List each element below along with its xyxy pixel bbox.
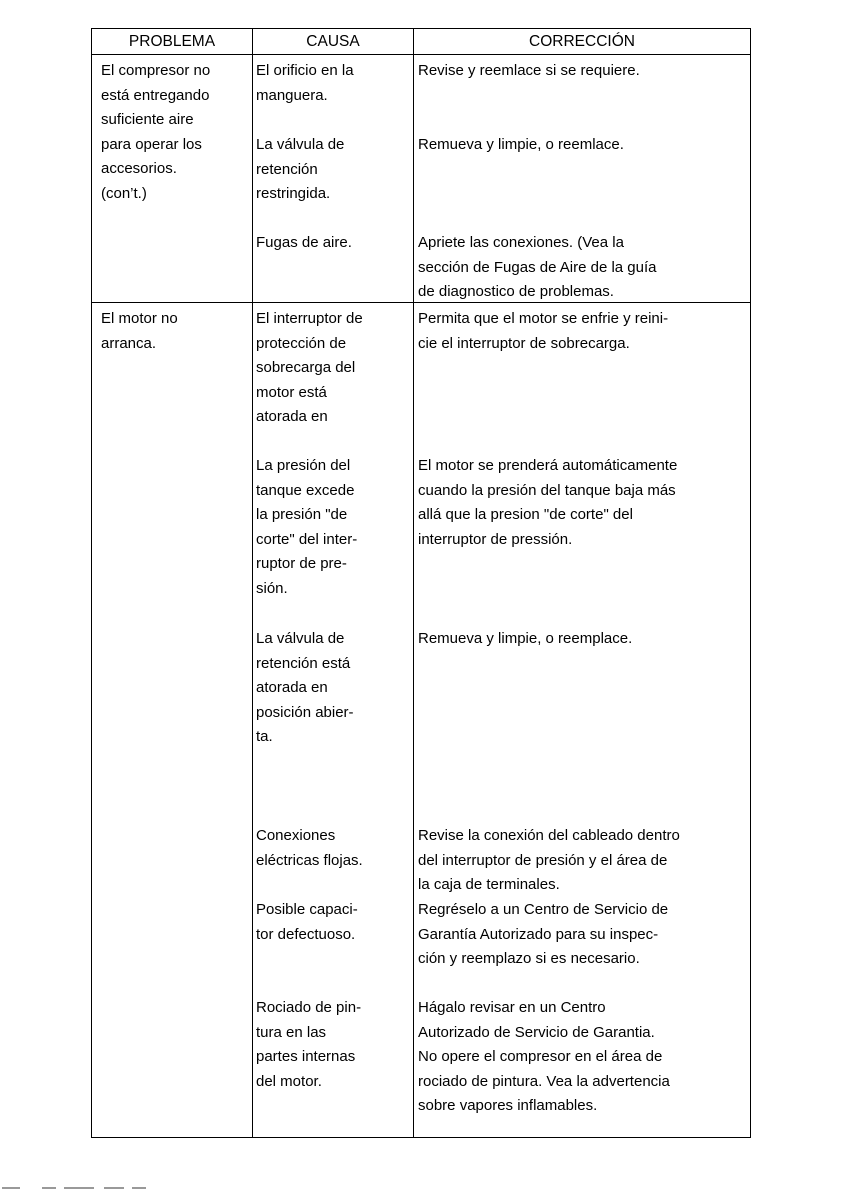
cell-text-line: El motor se prenderá automáticamente [418,457,678,474]
cause-cell [256,133,411,207]
cell-text-line: Hágalo revisar en un Centro [418,999,606,1016]
cell-text-line: Permita que el motor se enfrie y reini- [418,310,669,327]
cell-text-line: la caja de terminales. [418,876,560,894]
cell-text-line: retención está [256,654,351,672]
cell-text-line: La válvula de [256,136,345,153]
cause-cell [256,454,411,602]
cell-text-line: El motor no [101,310,178,327]
cell-text-line: Posible capaci- [256,901,358,918]
correction-cell [418,231,748,305]
cell-text-line: eléctricas flojas. [256,851,363,869]
cell-text-line: sión. [256,579,288,597]
cell-text-line: (con’t.) [101,184,147,202]
cell-text-line: No opere el compresor en el área de [418,1048,663,1066]
page-footer-mark [0,1184,160,1192]
cell-text-line: de diagnostico de problemas. [418,283,614,301]
correction-cell [418,898,748,972]
correction-cell [418,133,748,158]
cell-text-line: Remueva y limpie, o reemlace. [418,136,624,153]
cell-text-line: Fugas de aire. [256,234,352,251]
cell-text-line: suficiente aire [101,111,194,129]
cause-cell [256,307,411,430]
cell-text-line: sobrecarga del [256,359,356,377]
header-divider [92,54,750,55]
cause-cell [256,898,411,947]
cell-text-line: Regréselo a un Centro de Servicio de [418,901,669,918]
correction-cell [418,627,748,652]
cell-text-line: Remueva y limpie, o reemplace. [418,630,633,647]
cell-text-line: posición abier- [256,703,354,721]
troubleshooting-table [91,28,751,1138]
cell-text-line: motor está [256,383,327,401]
column-divider [252,29,253,1137]
cell-text-line: allá que la presion "de corte" del [418,506,633,524]
cell-text-line: accesorios. [101,160,177,178]
cause-cell [256,824,411,873]
cell-text-line: arranca. [101,334,157,352]
cell-text-line: Autorizado de Servicio de Garantia. [418,1023,655,1041]
cell-text-line: del motor. [256,1072,322,1090]
cell-text-line: Garantía Autorizado para su inspec- [418,925,659,943]
problem-cell [101,59,251,207]
cell-text-line: sección de Fugas de Aire de la guía [418,258,657,276]
correction-cell [418,824,748,898]
cell-text-line: protección de [256,334,347,352]
cell-text-line: ruptor de pre- [256,555,347,573]
cell-text-line: Apriete las conexiones. (Vea la [418,234,624,251]
cell-text-line: tor defectuoso. [256,925,356,943]
cell-text-line: retención [256,160,318,178]
cell-text-line: cuando la presión del tanque baja más [418,481,676,499]
cell-text-line: interruptor de pressión. [418,530,573,548]
cell-text-line: la presión "de [256,506,348,524]
correction-cell [418,454,748,552]
cell-text-line: El compresor no [101,62,211,79]
header-problema: PROBLEMA [128,33,216,50]
cause-cell [256,59,411,108]
cell-text-line: atorada en [256,408,328,426]
header-correccion: CORRECCIÓN [529,33,635,50]
cell-text-line: sobre vapores inflamables. [418,1097,598,1115]
cell-text-line: Conexiones [256,827,336,844]
cell-text-line: tura en las [256,1023,327,1041]
cell-text-line: La válvula de [256,630,345,647]
problem-cell [101,307,251,356]
cell-text-line: Rociado de pin- [256,999,362,1016]
cell-text-line: partes internas [256,1048,356,1066]
cell-text-line: cie el interruptor de sobrecarga. [418,334,630,352]
column-divider [413,29,414,1137]
cell-text-line: tanque excede [256,481,355,499]
correction-cell [418,996,748,1119]
cell-text-line: está entregando [101,86,210,104]
cell-text-line: del interruptor de presión y el área de [418,851,668,869]
cell-text-line: manguera. [256,86,328,104]
cell-text-line: Revise la conexión del cableado dentro [418,827,680,844]
cell-text-line: rociado de pintura. Vea la advertencia [418,1072,670,1090]
correction-cell [418,59,748,84]
cause-cell [256,231,411,256]
cause-cell [256,627,411,750]
cell-text-line: La presión del [256,457,351,474]
cell-text-line: atorada en [256,679,328,697]
cell-text-line: El interruptor de [256,310,363,327]
cell-text-line: Revise y reemlace si se requiere. [418,62,640,79]
correction-cell [418,307,748,356]
cell-text-line: ta. [256,728,273,746]
cell-text-line: para operar los [101,135,202,153]
cell-text-line: ción y reemplazo si es necesario. [418,950,640,968]
cell-text-line: El orificio en la [256,62,354,79]
cause-cell [256,996,411,1094]
cell-text-line: restringida. [256,185,331,203]
cell-text-line: corte" del inter- [256,530,358,548]
header-causa: CAUSA [306,33,360,50]
